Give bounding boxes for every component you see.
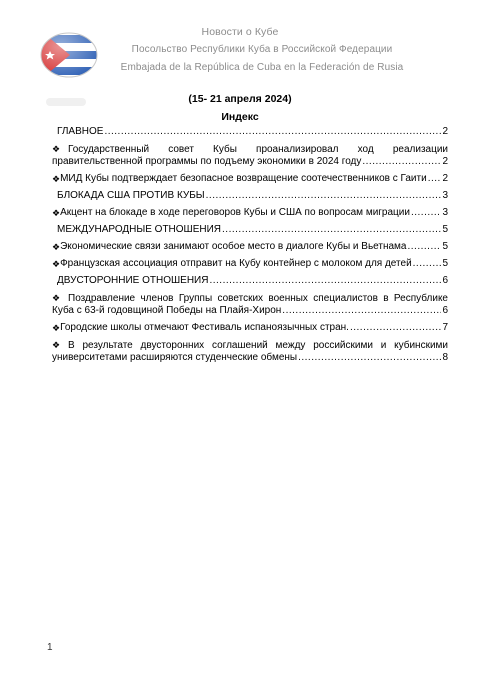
toc-item-title: Экономические связи занимают особое место в диалоге Кубы и Вьетнама [60,241,407,252]
toc-section-title: ДВУСТОРОННИЕ ОТНОШЕНИЯ [57,275,209,286]
toc-page: 2 [442,126,448,137]
toc-page: 5 [442,241,448,252]
toc-leader [104,126,441,138]
header-embassy-es: Embajada de la República de Cuba en la Federación de Rusia [120,62,404,73]
toc-item[interactable] [52,143,448,168]
toc-leader [411,207,441,219]
toc-section-title: МЕЖДУНАРОДНЫЕ ОТНОШЕНИЯ [57,224,222,235]
toc-leader [206,190,442,202]
document-header [0,0,480,90]
toc-leader [413,258,442,270]
toc-page: 2 [442,173,448,184]
toc-item-title: МИД Кубы подтверждает безопасное возвращение соотечественников с Гаити [60,173,427,184]
toc-item[interactable] [52,339,448,364]
toc-page: 8 [442,352,448,363]
toc-page: 6 [442,275,448,286]
toc-leader [209,275,441,287]
toc-item-title-line2: Куба с 63-й годовщиной Победы на Плайя-Хирон [52,305,282,316]
toc-page: 7 [442,322,448,333]
toc-leader [428,173,442,185]
toc-item[interactable] [52,292,448,317]
toc-section-title: ГЛАВНОЕ [57,126,104,137]
toc-page: 5 [442,224,448,235]
toc-leader [298,352,441,364]
table-of-contents [52,126,448,369]
bullet-icon: ❖ [52,323,61,333]
toc-item-title-line2: правительственной программы по подъему экономики в 2024 году [52,156,362,167]
bullet-icon: ❖ [52,144,61,154]
bullet-icon: ❖ [52,174,61,184]
toc-item-title: Городские школы отмечают Фестиваль испаноязычных стран. [60,322,349,333]
toc-item[interactable] [52,258,448,270]
toc-section-bilateral[interactable] [52,275,448,287]
bullet-icon: ❖ [52,293,61,303]
toc-item-title-line1: В результате двусторонних соглашений между российскими и кубинскими [68,340,448,351]
toc-item[interactable] [52,241,448,253]
toc-page: 2 [442,156,448,167]
toc-item-title: Акцент на блокаде в ходе переговоров Кубы и США по вопросам миграции [60,207,410,218]
toc-item[interactable] [52,322,448,334]
toc-section-main[interactable] [52,126,448,138]
toc-section-international[interactable] [52,224,448,236]
index-title: Индекс [221,111,259,123]
header-title: Новости о Кубе [201,26,279,38]
toc-page: 5 [442,258,448,269]
page-number: 1 [47,642,53,653]
toc-leader [282,305,441,317]
bullet-icon: ❖ [52,340,61,350]
toc-item-title-line1: Государственный совет Кубы проанализировал ход реализации [68,144,448,155]
header-embassy-ru: Посольство Республики Куба в Российской Федерации [131,44,393,55]
toc-section-title: БЛОКАДА США ПРОТИВ КУБЫ [57,190,205,201]
toc-leader [362,156,441,168]
bullet-icon: ❖ [52,208,61,218]
toc-item-title: Французская ассоциация отправит на Кубу контейнер с молоком для детей [60,258,412,269]
toc-leader [408,241,442,253]
toc-leader [222,224,441,236]
toc-section-blockade[interactable] [52,190,448,202]
date-range: (15- 21 апреля 2024) [188,93,292,105]
bullet-icon: ❖ [52,259,61,269]
toc-page: 3 [442,207,448,218]
toc-page: 3 [442,190,448,201]
toc-item[interactable] [52,173,448,185]
toc-item-title-line1: Поздравление членов Группы советских военных специалистов в Республике [68,293,448,304]
toc-item-title-line2: университетами расширяются студенческие обмены [52,352,298,363]
toc-item[interactable] [52,207,448,219]
toc-leader [350,322,441,334]
toc-page: 6 [442,305,448,316]
bullet-icon: ❖ [52,242,61,252]
